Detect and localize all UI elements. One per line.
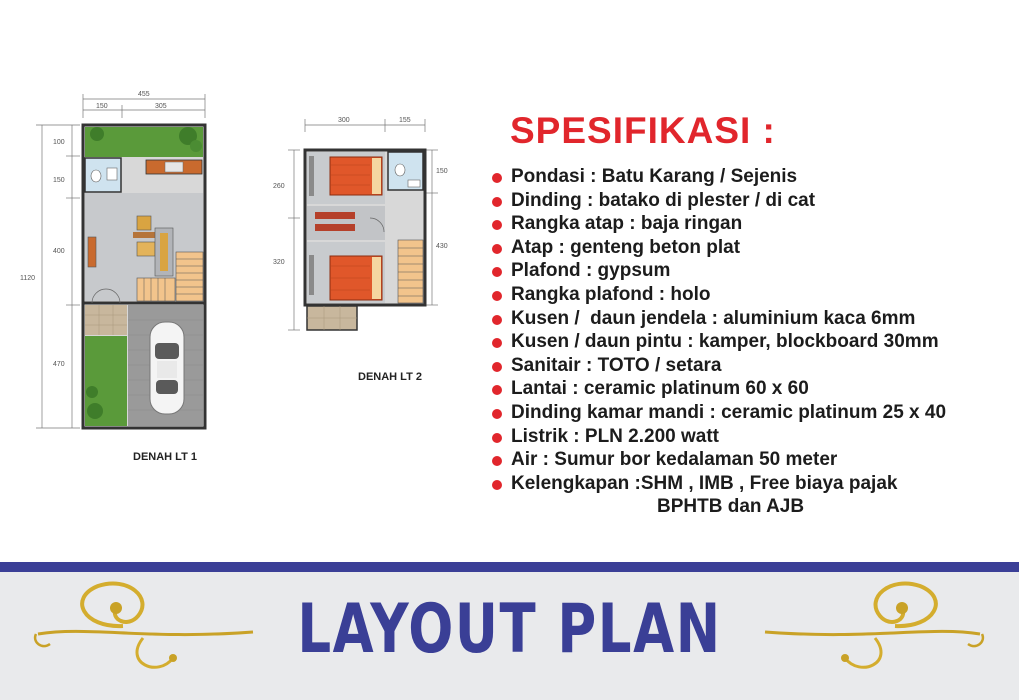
bullet-icon bbox=[492, 197, 502, 207]
bullet-icon bbox=[492, 385, 502, 395]
lt1-dim-top-left: 150 bbox=[96, 103, 108, 110]
spec-item-text: Dinding : batako di plester / di cat bbox=[511, 189, 816, 211]
bullet-icon bbox=[492, 456, 502, 466]
terrace-lt1 bbox=[85, 305, 127, 335]
spec-item bbox=[492, 401, 946, 425]
spec-item-text: Sanitair : TOTO / setara bbox=[511, 354, 722, 376]
spec-item-text: Rangka atap : baja ringan bbox=[511, 213, 743, 235]
spec-item bbox=[492, 307, 946, 331]
spec-item bbox=[492, 377, 946, 401]
stairs-lt2 bbox=[398, 240, 423, 303]
lt1-dim-top-total: 455 bbox=[138, 91, 150, 98]
spec-item bbox=[492, 330, 946, 354]
lt2-dim-right-a: 150 bbox=[436, 168, 448, 175]
spec-item-text: Air : Sumur bor kedalaman 50 meter bbox=[511, 449, 838, 471]
lt2-dim-left-b: 320 bbox=[273, 259, 285, 266]
spec-item bbox=[492, 189, 946, 213]
caption-denah-lt1: DENAH LT 1 bbox=[133, 451, 197, 463]
floor-plan-lt2 bbox=[273, 117, 448, 330]
spec-item bbox=[492, 259, 946, 283]
spec-item-text: Dinding kamar mandi : ceramic platinum 25 x 40 bbox=[511, 401, 947, 423]
spec-item-continuation bbox=[492, 495, 946, 519]
bullet-icon bbox=[492, 291, 502, 301]
spec-item-text: Rangka plafond : holo bbox=[511, 283, 711, 305]
bullet-icon bbox=[492, 267, 502, 277]
lt2-dim-top-right: 155 bbox=[399, 117, 411, 124]
lt1-dim-side-c: 400 bbox=[53, 248, 65, 255]
spec-item bbox=[492, 425, 946, 449]
lt1-dim-side-d: 470 bbox=[53, 361, 65, 368]
spec-item bbox=[492, 448, 946, 472]
lt2-dim-right-b: 430 bbox=[436, 243, 448, 250]
spec-item-text: Atap : genteng beton plat bbox=[511, 236, 741, 258]
spec-item bbox=[492, 283, 946, 307]
spec-item-text: Kusen / daun pintu : kamper, blockboard 30mm bbox=[511, 331, 939, 353]
banner-title: LAYOUT PLAN bbox=[297, 590, 722, 669]
spec-list bbox=[492, 165, 946, 519]
bullet-icon bbox=[492, 433, 502, 443]
bullet-icon bbox=[492, 338, 502, 348]
spec-item-text: Plafond : gypsum bbox=[511, 260, 671, 282]
bullet-icon bbox=[492, 480, 502, 490]
spec-item bbox=[492, 472, 946, 496]
stairs-lt1 bbox=[176, 252, 203, 301]
bullet-icon bbox=[492, 173, 502, 183]
lt1-dim-top-right: 305 bbox=[155, 103, 167, 110]
spec-item-text: Kelengkapan :SHM , IMB , Free biaya pajak bbox=[511, 472, 898, 494]
car-icon bbox=[150, 322, 184, 414]
spec-item bbox=[492, 212, 946, 236]
lt2-dim-left-a: 260 bbox=[273, 183, 285, 190]
bullet-icon bbox=[492, 315, 502, 325]
spec-item-text: Listrik : PLN 2.200 watt bbox=[511, 425, 720, 447]
lt2-dim-top-left: 300 bbox=[338, 117, 350, 124]
spec-item bbox=[492, 354, 946, 378]
bullet-icon bbox=[492, 362, 502, 372]
bullet-icon bbox=[492, 409, 502, 419]
spec-item-continuation-text: BPHTB dan AJB bbox=[657, 496, 805, 518]
spec-item-text: Lantai : ceramic platinum 60 x 60 bbox=[511, 378, 809, 400]
spec-item-text: Pondasi : Batu Karang / Sejenis bbox=[511, 166, 798, 187]
bullet-icon bbox=[492, 244, 502, 254]
lt1-dim-side-b: 150 bbox=[53, 177, 65, 184]
caption-denah-lt2: DENAH LT 2 bbox=[358, 371, 422, 383]
bullet-icon bbox=[492, 220, 502, 230]
spec-item bbox=[492, 236, 946, 260]
floor-plan-lt1 bbox=[20, 91, 205, 428]
lt1-dim-side-a: 100 bbox=[53, 139, 65, 146]
banner-top-stripe bbox=[0, 562, 1019, 572]
spec-item-text: Kusen / daun jendela : aluminium kaca 6mm bbox=[511, 307, 916, 329]
lt1-dim-side-total: 1120 bbox=[20, 275, 36, 282]
spec-title: SPESIFIKASI : bbox=[510, 110, 776, 151]
spec-item bbox=[492, 165, 946, 189]
floor-plans bbox=[0, 0, 500, 480]
